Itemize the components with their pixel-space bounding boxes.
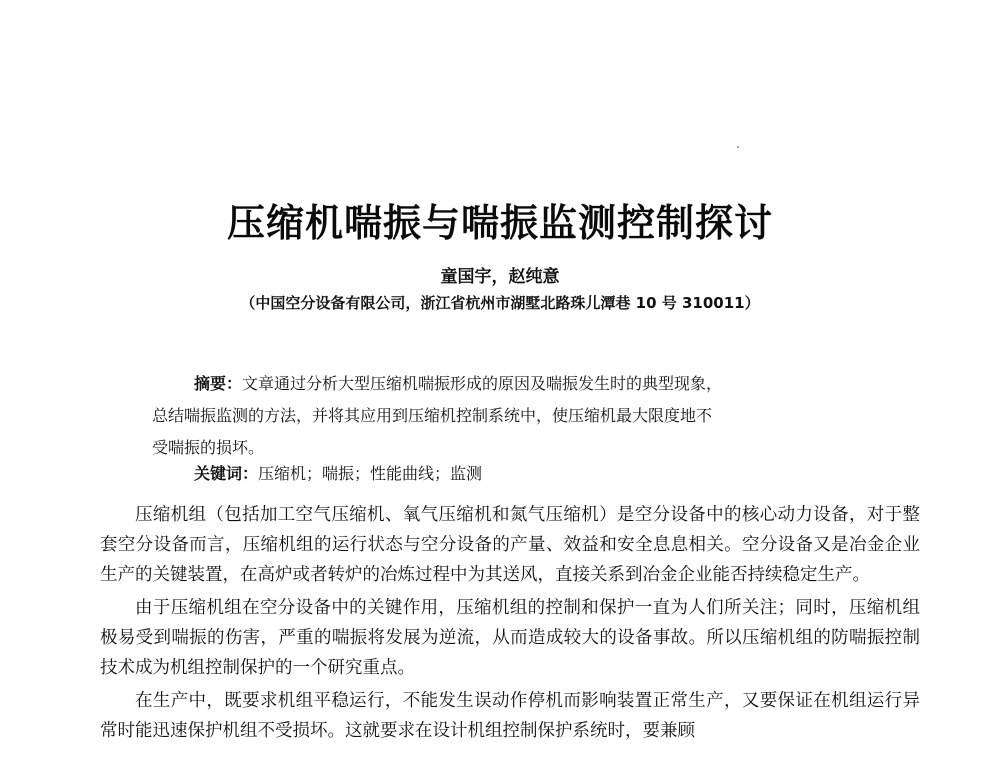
keywords-line: [194, 460, 482, 488]
abstract-line-1: [152, 368, 876, 400]
abstract-line-3: 受喘振的损坏。: [152, 438, 265, 457]
keywords-text: 压缩机；喘振；性能曲线；监测: [258, 464, 483, 483]
abstract-line-2: 总结喘振监测的方法，并将其应用到压缩机控制系统中，使压缩机最大限度地不: [152, 406, 713, 425]
abstract-block: [152, 368, 876, 464]
body-text: [100, 500, 920, 749]
abstract-text-1: 文章通过分析大型压缩机喘振形成的原因及喘振发生时的典型现象，: [242, 374, 723, 393]
paper-authors: 童国宇，赵纯意: [440, 267, 560, 287]
body-paragraph-2: 由于压缩机组在空分设备中的关键作用，压缩机组的控制和保护一直为人们所关注；同时，压缩机组极易受到喘振的伤害，严重的喘振将发展为逆流，从而造成较大的设备事故。所以压缩机组的防喘振控制技术成为机组控制保护的一个研究重点。: [100, 598, 920, 678]
abstract-label: 摘要：: [194, 374, 243, 393]
body-paragraph-3: 在生产中，既要求机组平稳运行，不能发生误动作停机而影响装置正常生产，又要保证在机组运行异常时能迅速保护机组不受损坏。这就要求在设计机组控制保护系统时，要兼顾: [100, 691, 920, 741]
paper-affiliation: （中国空分设备有限公司，浙江省杭州市湖墅北路珠儿潭巷 10 号 310011）: [240, 294, 760, 312]
scan-speck: [737, 146, 739, 148]
body-paragraph-1: 压缩机组（包括加工空气压缩机、氧气压缩机和氮气压缩机）是空分设备中的核心动力设备，对于整套空分设备而言，压缩机组的运行状态与空分设备的产量、效益和安全息息相关。空分设备又是冶金企业生产的关键装置，在高炉或者转炉的冶炼过程中为其送风，直接关系到冶金企业能否持续稳定生产。: [100, 505, 920, 585]
keywords-label: 关键词：: [194, 464, 259, 483]
paper-title: 压缩机喘振与喘振监测控制探讨: [226, 200, 773, 245]
